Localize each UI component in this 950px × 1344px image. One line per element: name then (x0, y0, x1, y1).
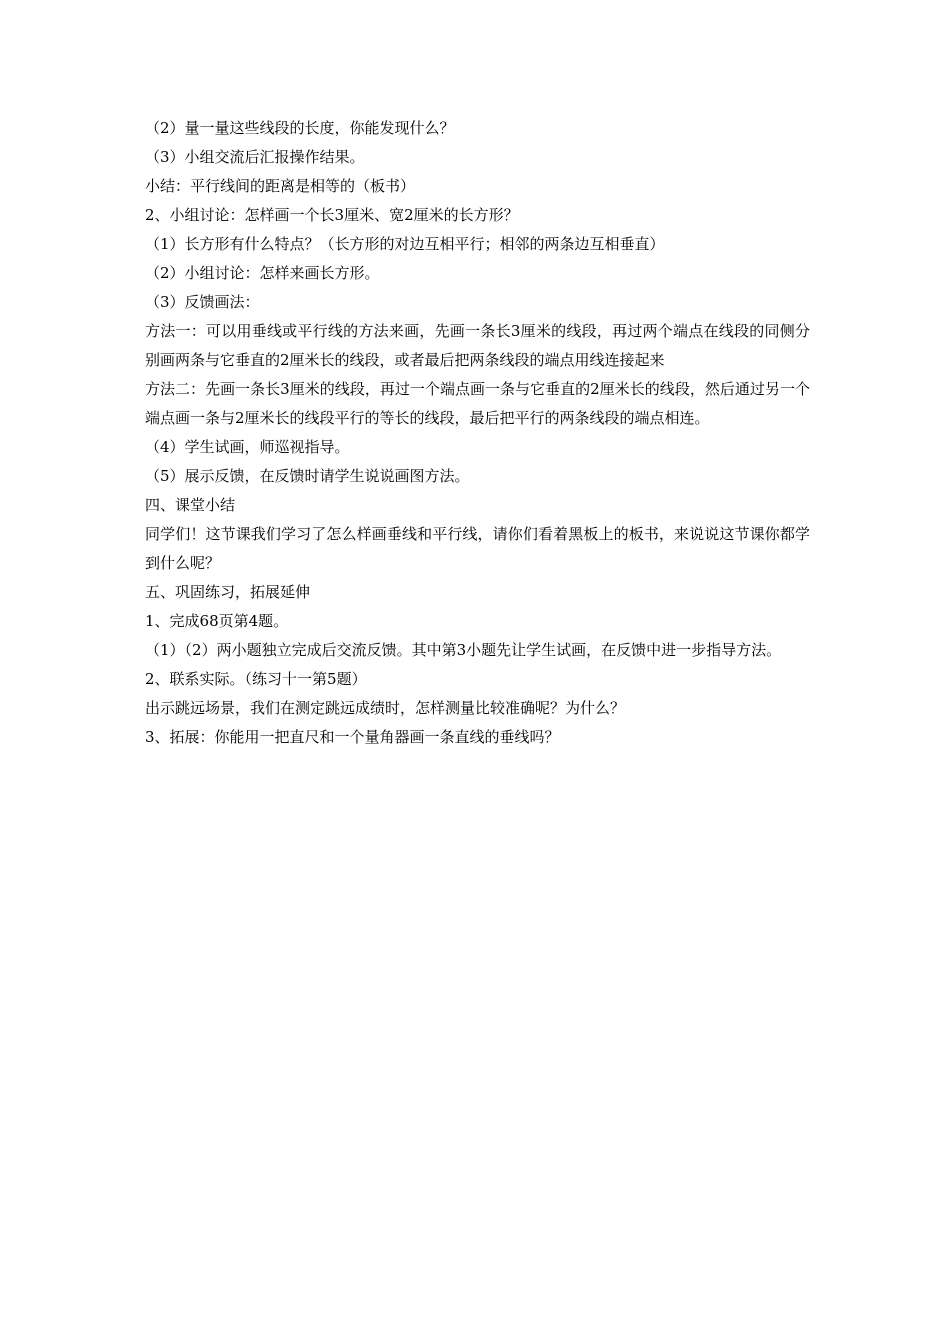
text-line: （2）小组讨论：怎样来画长方形。 (145, 264, 380, 282)
section-item: 2、联系实际。（练习十一第5题） (145, 670, 367, 688)
text-line: （3）小组交流后汇报操作结果。 (145, 148, 365, 166)
section-heading: 五、巩固练习，拓展延伸 (145, 583, 311, 601)
section-item: 2、小组讨论：怎样画一个长3厘米、宽2厘米的长方形？ (145, 206, 519, 224)
text-line: （5）展示反馈，在反馈时请学生说说画图方法。 (145, 467, 470, 485)
text-line: 出示跳远场景，我们在测定跳远成绩时，怎样测量比较准确呢？为什么？ (145, 699, 626, 717)
section-item: 3、拓展：你能用一把直尺和一个量角器画一条直线的垂线吗？ (145, 728, 560, 746)
text-line: （3）反馈画法： (145, 293, 260, 311)
section-item: 1、完成68页第4题。 (145, 612, 289, 630)
text-line: （2）量一量这些线段的长度，你能发现什么？ (145, 119, 455, 137)
text-line: （4）学生试画，师巡视指导。 (145, 438, 350, 456)
exercise-paragraph: （1）（2）两小题独立完成后交流反馈。其中第3小题先让学生试画，在反馈中进一步指导方法。 (145, 641, 782, 659)
text-line: （1）长方形有什么特点？（长方形的对边互相平行；相邻的两条边互相垂直） (145, 235, 665, 253)
summary-paragraph: 同学们！这节课我们学习了怎么样画垂线和平行线，请你们看着黑板上的板书，来说说这节课你都学到什么呢？ (145, 525, 810, 572)
section-heading: 四、课堂小结 (145, 496, 236, 514)
method-one-paragraph: 方法一：可以用垂线或平行线的方法来画，先画一条长3厘米的线段，再过两个端点在线段的同侧分别画两条与它垂直的2厘米长的线段，或者最后把两条线段的端点用线连接起来 (145, 322, 810, 369)
document-body (145, 114, 810, 752)
summary-line: 小结：平行线间的距离是相等的（板书） (145, 177, 416, 195)
method-two-paragraph: 方法二：先画一条长3厘米的线段，再过一个端点画一条与它垂直的2厘米长的线段，然后通过另一个端点画一条与2厘米长的线段平行的等长的线段，最后把平行的两条线段的端点相连。 (145, 380, 810, 427)
